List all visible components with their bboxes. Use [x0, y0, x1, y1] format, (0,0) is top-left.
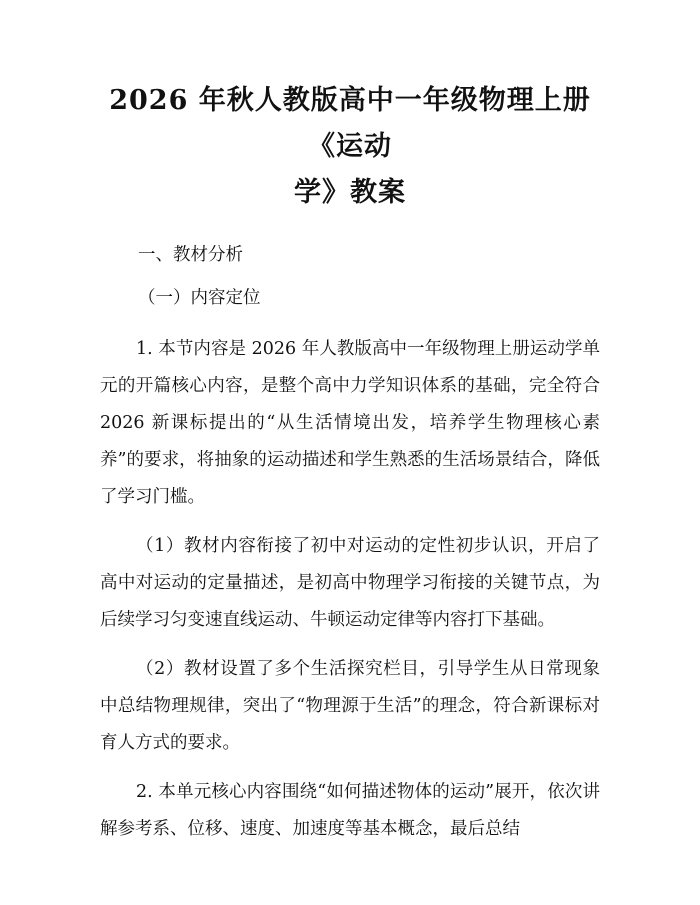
paragraph-2: （1）教材内容衔接了初中对运动的定性初步认识，开启了高中对运动的定量描述，是初高中物理学习衔接的关键节点，为后续学习匀变速直线运动、牛顿运动定律等内容打下基础。: [100, 536, 600, 630]
title-line-2: 学》教案: [294, 177, 406, 208]
paragraph-1: 1. 本节内容是 2026 年人教版高中一年级物理上册运动学单元的开篇核心内容，是整个高中力学知识体系的基础，完全符合 2026 新课标提出的“从生活情境出发，培养学生物理核心素养”的要求，将抽象的运动描述和学生熟悉的生活场景结合，降低了学习门槛。: [100, 339, 600, 507]
subsection-heading: （一）内容定位: [138, 288, 261, 308]
document-title: [100, 78, 600, 216]
section-heading: 一、教材分析: [138, 245, 243, 265]
title-line-1: 2026 年秋人教版高中一年级物理上册《运动: [109, 85, 591, 162]
paragraph-3: （2）教材设置了多个生活探究栏目，引导学生从日常现象中总结物理规律，突出了“物理源于生活”的理念，符合新课标对育人方式的要求。: [100, 659, 600, 753]
paragraph-4: 2. 本单元核心内容围绕“如何描述物体的运动”展开，依次讲解参考系、位移、速度、加速度等基本概念，最后总结: [100, 782, 600, 839]
